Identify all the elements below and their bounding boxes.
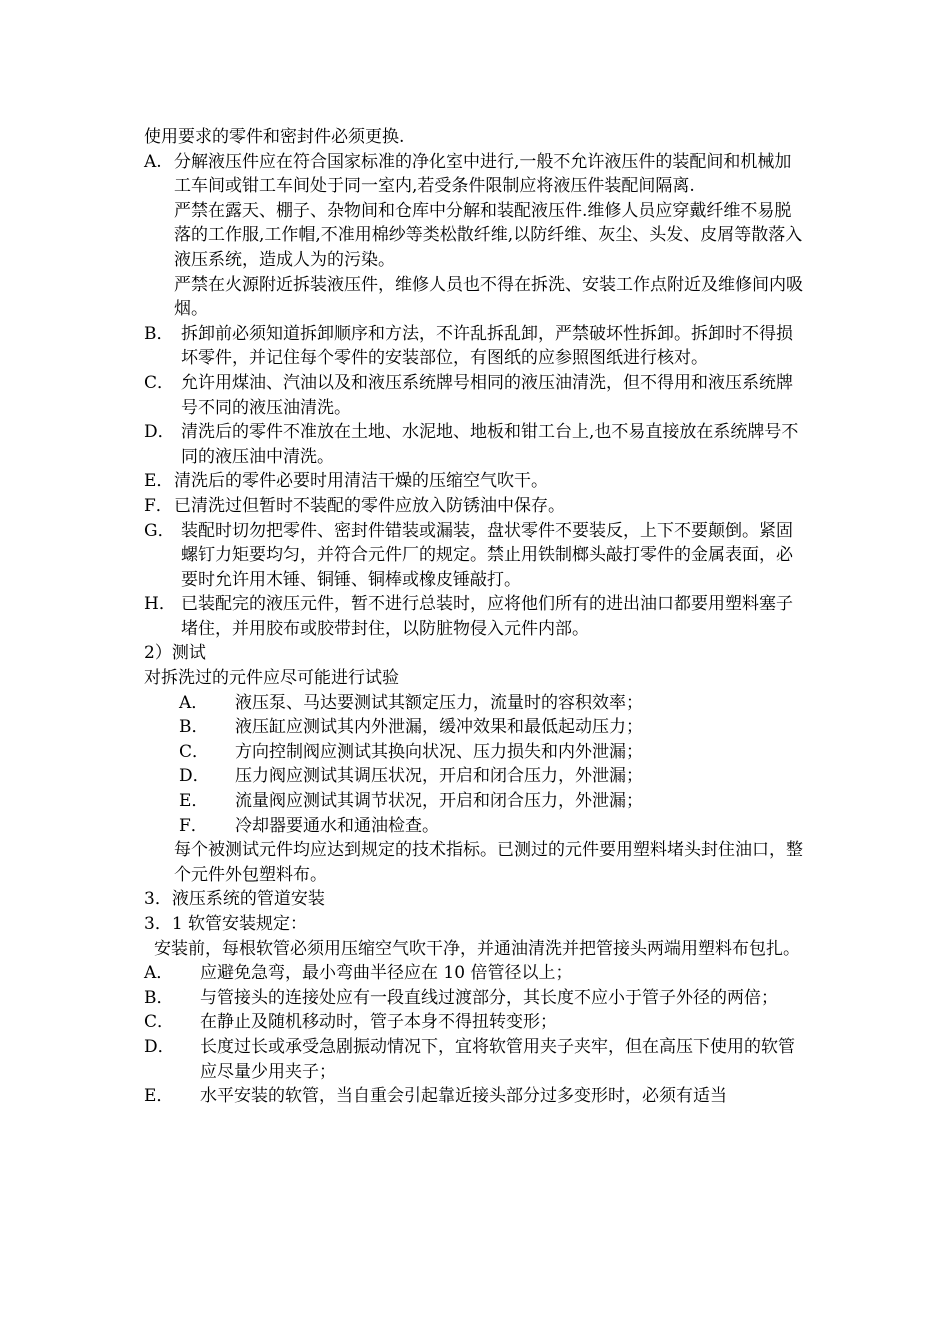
item-label: C． — [179, 741, 210, 762]
hose-item — [144, 1010, 808, 1035]
item-label: B． — [179, 717, 209, 738]
item-text: 在静止及随机移动时，管子本身不得扭转变形； — [200, 1012, 557, 1033]
item-label: A. — [144, 151, 162, 172]
item-label: H． — [144, 594, 176, 615]
item-text: 液压缸应测试其内外泄漏，缓冲效果和最低起动压力； — [235, 717, 643, 738]
paragraph-a2: 严禁在露天、棚子、杂物间和仓库中分解和装配液压件.维修人员应穿戴纤维不易脱落的工作服,工作帽,不准用棉纱等类松散纤维,以防纤维、灰尘、头发、皮屑等散落入液压系统，造成人为的污染。 — [174, 200, 803, 270]
item-label: A． — [144, 963, 174, 984]
item-label: G． — [144, 520, 175, 541]
test-item — [144, 715, 808, 740]
test-item — [144, 814, 808, 839]
paragraph-test-intro: 对拆洗过的元件应尽可能进行试验 — [144, 668, 399, 689]
item-text: 应避免急弯，最小弯曲半径应在 10 倍管径以上； — [200, 963, 573, 984]
item-label: F． — [179, 815, 208, 836]
item-label: F． — [144, 495, 173, 516]
item-text: 已装配完的液压元件，暂不进行总装时，应将他们所有的进出油口都要用塑料塞子堵住，并用胶布或胶带封住，以防脏物侵入元件内部。 — [181, 594, 793, 639]
item-text: 压力阀应测试其调压状况，开启和闭合压力，外泄漏； — [235, 766, 643, 787]
section-heading-3: 3．液压系统的管道安装 — [144, 889, 325, 910]
item-text: 水平安装的软管，当自重会引起靠近接头部分过多变形时，必须有适当 — [200, 1086, 727, 1107]
item-text: 清洗后的零件不准放在土地、水泥地、地板和钳工台上,也不易直接放在系统牌号不同的液压油中清洗。 — [181, 422, 799, 467]
item-text: 与管接头的连接处应有一段直线过渡部分，其长度不应小于管子外径的两倍； — [200, 987, 778, 1008]
list-item-a — [144, 150, 808, 199]
list-item — [144, 519, 808, 593]
item-text: 液压泵、马达要测试其额定压力，流量时的容积效率； — [235, 692, 643, 713]
item-label: A． — [179, 692, 209, 713]
hose-item — [144, 1084, 808, 1109]
section-heading-test: 2）测试 — [144, 643, 206, 664]
item-text: 冷却器要通水和通油检查。 — [235, 815, 439, 836]
list-item — [144, 469, 808, 494]
item-text: 装配时切勿把零件、密封件错装或漏装，盘状零件不要装反，上下不要颠倒。紧固螺钉力矩要均匀，并符合元件厂的规定。禁止用铁制榔头敲打零件的金属表面，必要时允许用木锤、铜锤、铜棒或橡皮锤敲打。 — [181, 520, 793, 590]
item-label: D． — [144, 422, 175, 443]
item-text: 清洗后的零件必要时用清洁干燥的压缩空气吹干。 — [174, 471, 548, 492]
list-item — [144, 420, 808, 469]
list-item — [144, 592, 808, 641]
item-label: E． — [179, 791, 209, 812]
item-text: 已清洗过但暂时不装配的零件应放入防锈油中保存。 — [174, 495, 565, 516]
item-text: 方向控制阀应测试其换向状况、压力损失和内外泄漏； — [235, 741, 643, 762]
item-label: D． — [179, 766, 210, 787]
item-label: B． — [144, 987, 174, 1008]
item-label: E． — [144, 1086, 174, 1107]
test-item — [144, 764, 808, 789]
hose-item — [144, 1035, 808, 1084]
paragraph-a3: 严禁在火源附近拆装液压件，维修人员也不得在拆洗、安装工作点附近及维修间内吸烟。 — [174, 274, 803, 320]
document-body — [144, 125, 808, 1109]
paragraph-hose-intro: 安装前，每根软管必须用压缩空气吹干净，并通油清洗并把管接头两端用塑料布包扎。 — [154, 938, 800, 959]
item-label: E． — [144, 471, 174, 492]
item-label: C． — [144, 372, 175, 393]
paragraph-intro: 使用要求的零件和密封件必须更换. — [144, 127, 405, 147]
item-text: 长度过长或承受急剧振动情况下，宜将软管用夹子夹牢，但在高压下使用的软管应尽量少用夹子； — [200, 1036, 795, 1082]
item-text: 流量阀应测试其调节状况，开启和闭合压力，外泄漏； — [235, 791, 643, 812]
paragraph-test-summary: 每个被测试元件均应达到规定的技术指标。已测过的元件要用塑料堵头封住油口，整个元件外包塑料布。 — [174, 840, 803, 885]
item-label: D． — [144, 1036, 175, 1057]
item-text: 允许用煤油、汽油以及和液压系统牌号相同的液压油清洗，但不得用和液压系统牌号不同的液压油清洗。 — [181, 372, 793, 418]
list-item — [144, 322, 808, 371]
list-item — [144, 371, 808, 420]
item-text: 分解液压件应在符合国家标准的净化室中进行,一般不允许液压件的装配间和机械加工车间或钳工车间处于同一室内,若受条件限制应将液压件装配间隔离. — [174, 151, 792, 197]
test-item — [144, 740, 808, 765]
list-item — [144, 494, 808, 519]
test-item — [144, 691, 808, 716]
item-label: B． — [144, 323, 174, 344]
item-label: C． — [144, 1012, 175, 1033]
test-item — [144, 789, 808, 814]
hose-item — [144, 986, 808, 1011]
section-heading-3-1: 3．1 软管安装规定： — [144, 914, 308, 934]
item-text: 拆卸前必须知道拆卸顺序和方法，不许乱拆乱卸，严禁破坏性拆卸。拆卸时不得损坏零件，并记住每个零件的安装部位，有图纸的应参照图纸进行核对。 — [181, 323, 793, 369]
hose-item — [144, 961, 808, 986]
